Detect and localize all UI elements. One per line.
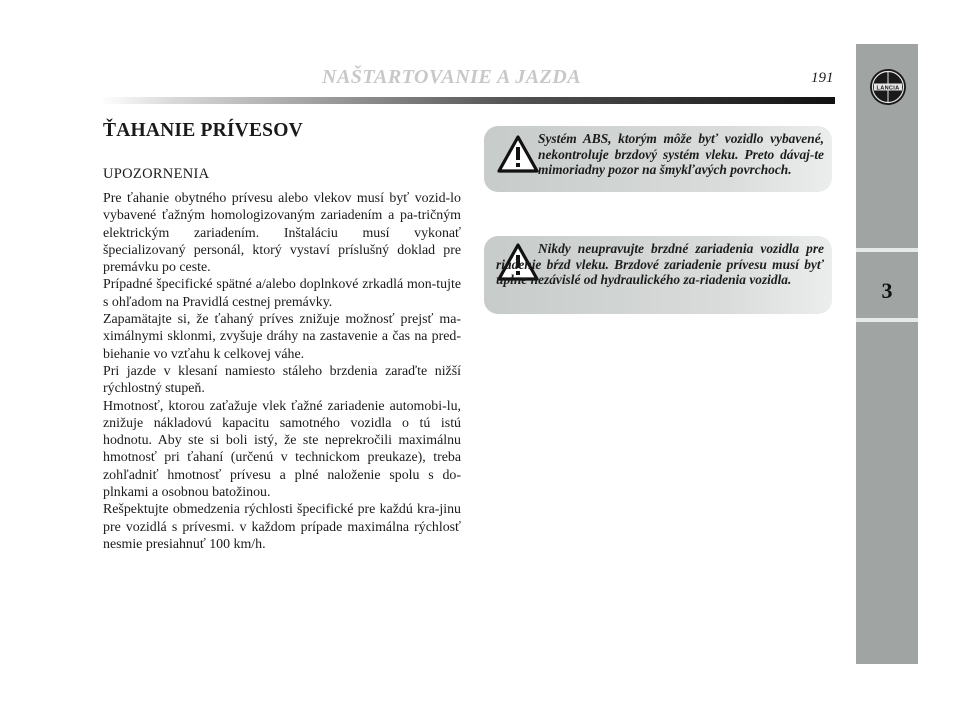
warning-box bbox=[484, 236, 832, 314]
paragraph: Pri jazde v klesaní namiesto stáleho brzdenia zaraďte nižší rýchlostný stupeň. bbox=[103, 363, 461, 397]
page-number: 191 bbox=[811, 70, 834, 86]
chapter-tab-strip bbox=[856, 44, 918, 664]
section-title: ŤAHANIE PRÍVESOV bbox=[103, 120, 303, 141]
warning-text: Nikdy neupravujte brzdné zariadenia vozidla pre riadenie bŕzd vleku. Brzdové zariadenie prívesu musí byť úplne nezávislé od hydraulického za-riadenia vozidla. bbox=[496, 241, 824, 288]
warning-text: Systém ABS, ktorým môže byť vozidlo vybavené, nekontroluje brzdový systém vleku. Preto dávaj-te mimoriadny pozor na šmykľavých povrchoch. bbox=[538, 131, 824, 178]
header-rule bbox=[100, 97, 835, 104]
tab-divider bbox=[856, 318, 918, 322]
warning-box bbox=[484, 126, 832, 192]
subsection-title: UPOZORNENIA bbox=[103, 166, 210, 182]
chapter-number: 3 bbox=[881, 278, 893, 303]
lancia-logo-icon bbox=[869, 68, 907, 106]
main-column bbox=[103, 120, 461, 553]
logo-lettering: LANCIA bbox=[876, 85, 900, 92]
tab-divider bbox=[856, 248, 918, 252]
warning-triangle-icon bbox=[496, 134, 540, 179]
paragraph: Hmotnosť, ktorou zaťažuje vlek ťažné zariadenie automobi-lu, znižuje nákladovú kapacitu samotného vozidla o tú istú hodnotu. Aby ste si boli istý, že ste neprekročili maximálnu hmotnosť pri ťahaní (určenú v technickom preukaze), treba zohľadniť hmotnosť prívesu a plné naloženie spolu s do-plnkami a osobnou batožinou. bbox=[103, 398, 461, 501]
paragraph: Pre ťahanie obytného prívesu alebo vlekov musí byť vozid-lo vybavené ťažným homologizovaným zariadením a pa-tričným elektrickým zariadením. Inštaláciu musí vykonať špecializovaný personál, ktorý vystaví príslušný doklad pre premávku po ceste. bbox=[103, 191, 461, 276]
paragraph: Prípadné špecifické spätné a/alebo doplnkové zrkadlá mon-tujte s ohľadom na Pravidlá cestnej premávky. bbox=[103, 277, 461, 310]
paragraph: Zapamätajte si, že ťahaný príves znižuje možnosť prejsť ma-ximálnymi sklonmi, zvyšuje dráhy na zastavenie a čas na pred-biehanie vo vzťahu k celkovej váhe. bbox=[103, 312, 461, 362]
running-header-title: NAŠTARTOVANIE A JAZDA bbox=[322, 66, 582, 88]
paragraph: Rešpektujte obmedzenia rýchlosti špecifické pre každú kra-jinu pre vozidlá s prívesmi. v každom prípade maximálna rýchlosť nesmie presiahnuť 100 km/h. bbox=[103, 502, 461, 552]
